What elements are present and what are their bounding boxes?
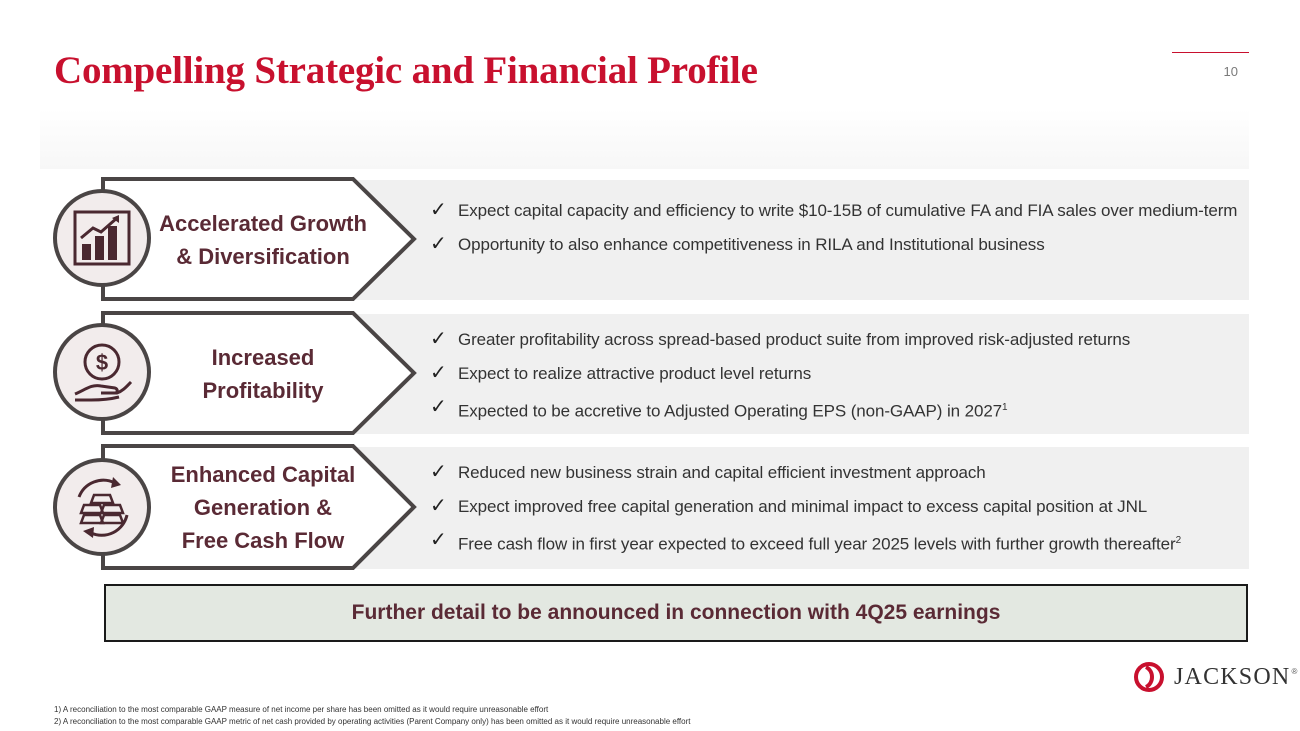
list-item <box>430 198 1240 223</box>
page-number: 10 <box>1223 64 1238 79</box>
check-icon: ✓ <box>430 461 447 483</box>
row-increased-profitability <box>0 310 1300 436</box>
header-band <box>40 109 1249 169</box>
jackson-logo <box>1134 661 1297 693</box>
check-icon: ✓ <box>430 529 447 551</box>
check-icon: ✓ <box>430 495 447 517</box>
footnotes <box>54 704 691 728</box>
logo-text: JACKSON <box>1174 663 1291 690</box>
gold-bars-cycle-icon <box>53 458 151 556</box>
bullet-text: Expect improved free capital generation and minimal impact to excess capital position at JNL <box>458 497 1148 516</box>
row-title-line: Profitability <box>202 378 324 403</box>
check-icon: ✓ <box>430 199 447 221</box>
registered-mark: ® <box>1291 666 1298 676</box>
list-item <box>430 395 1240 424</box>
footnote: 1) A reconciliation to the most comparable GAAP measure of net income per share has been omitted as it would require unreasonable effort <box>54 705 549 714</box>
list-item <box>430 528 1240 557</box>
dollar-hand-icon <box>53 323 151 421</box>
row-title <box>152 458 374 557</box>
footnote-marker: 1 <box>1002 402 1008 413</box>
jackson-logo-icon <box>1134 661 1164 693</box>
page-number-rule <box>1172 52 1249 53</box>
bullet-text: Expect capital capacity and efficiency to write $10-15B of cumulative FA and FIA sales over medium-term <box>458 201 1238 220</box>
row-title-line: Enhanced Capital <box>170 462 356 487</box>
check-icon: ✓ <box>430 396 447 418</box>
bullet-text: Free cash flow in first year expected to exceed full year 2025 levels with further growth thereafter <box>458 534 1176 554</box>
check-icon: ✓ <box>430 328 447 350</box>
bullet-list <box>430 460 1240 566</box>
callout-box: Further detail to be announced in connection with 4Q25 earnings <box>104 584 1248 642</box>
bullet-text: Opportunity to also enhance competitiveness in RILA and Institutional business <box>458 235 1045 254</box>
bar-chart-growth-icon <box>53 189 151 287</box>
row-title <box>152 207 374 273</box>
row-accelerated-growth <box>0 176 1300 302</box>
row-title-line: Accelerated Growth <box>159 211 367 236</box>
row-title-line: & Diversification <box>176 244 350 269</box>
footnote: 2) A reconciliation to the most comparable GAAP metric of net cash provided by operating activities (Parent Company only) has been omitted as it would require unreasonable effort <box>54 717 691 726</box>
row-title-line: Generation & <box>193 495 333 520</box>
check-icon: ✓ <box>430 362 447 384</box>
row-title-line: Free Cash Flow <box>181 528 345 553</box>
row-enhanced-capital <box>0 443 1300 571</box>
bullet-list <box>430 198 1240 266</box>
list-item <box>430 327 1240 352</box>
bullet-text: Reduced new business strain and capital efficient investment approach <box>458 463 986 482</box>
bullet-text: Expect to realize attractive product level returns <box>458 364 812 383</box>
page-title: Compelling Strategic and Financial Profile <box>54 49 758 92</box>
svg-text:$: $ <box>95 350 109 375</box>
footnote-marker: 2 <box>1175 535 1182 546</box>
row-title <box>152 341 374 407</box>
bullet-text: Greater profitability across spread-based product suite from improved risk-adjusted returns <box>458 330 1131 349</box>
list-item <box>430 494 1240 519</box>
list-item <box>430 361 1240 386</box>
list-item <box>430 460 1240 485</box>
row-title-line: Increased <box>211 345 315 370</box>
bullet-text: Expected to be accretive to Adjusted Operating EPS (non-GAAP) in 2027 <box>458 401 1003 421</box>
bullet-list <box>430 327 1240 433</box>
list-item <box>430 232 1240 257</box>
check-icon: ✓ <box>430 233 447 255</box>
